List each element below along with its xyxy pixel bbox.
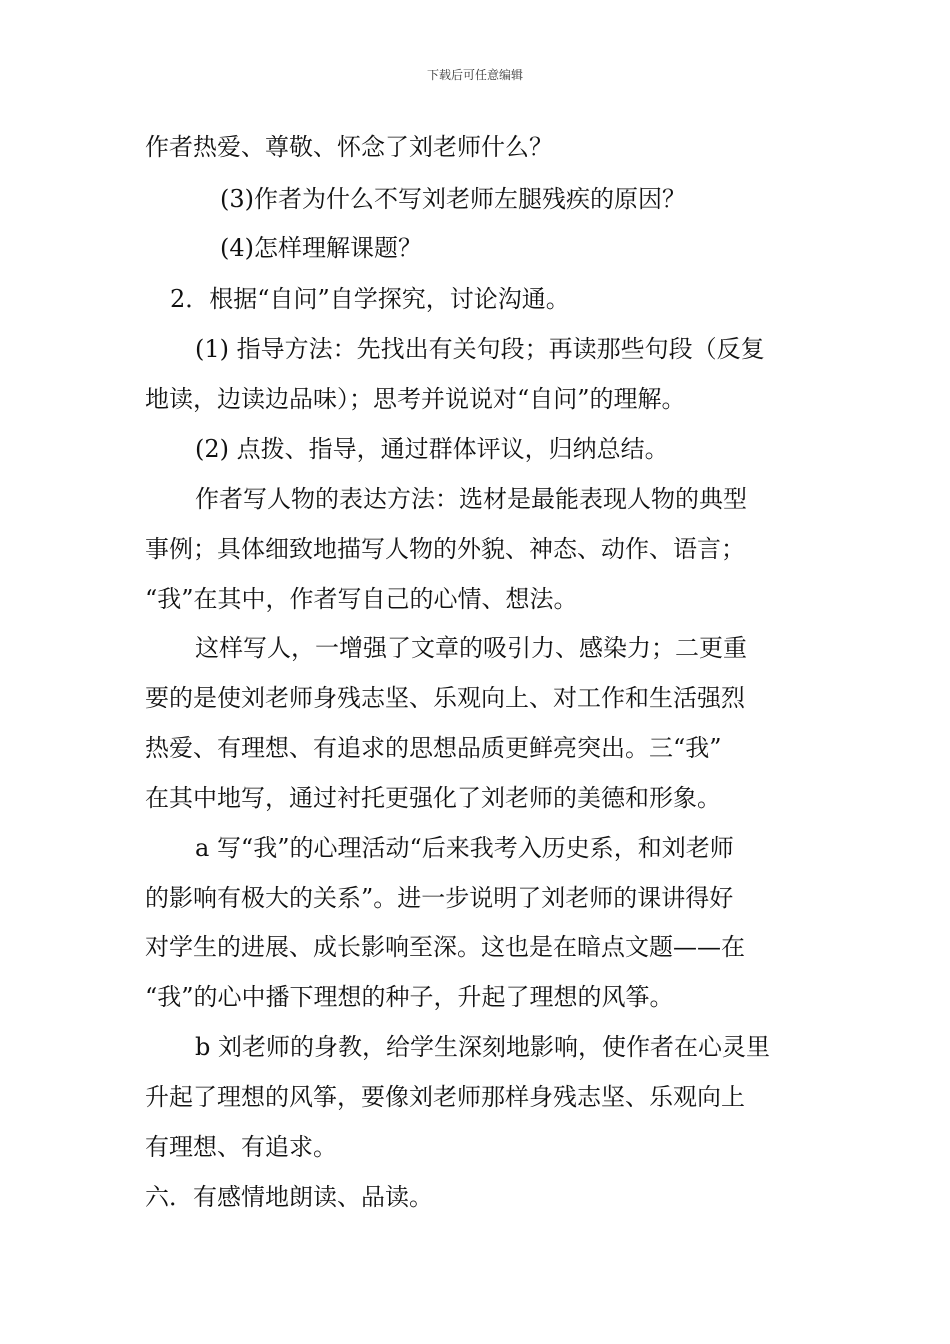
text-line: “我”的心中播下理想的种子，升起了理想的风筝。	[145, 983, 674, 1011]
text-line: 作者热爱、尊敬、怀念了刘老师什么？	[145, 133, 553, 161]
page-header: 下载后可任意编辑	[426, 68, 523, 82]
text-line: “我”在其中，作者写自己的心情、想法。	[145, 585, 578, 613]
text-line: 升起了理想的风筝，要像刘老师那样身残志坚、乐观向上	[145, 1083, 745, 1111]
text-line: 的影响有极大的关系”。进一步说明了刘老师的课讲得好	[145, 884, 734, 912]
text-line: 2．根据“自问”自学探究，讨论沟通。	[170, 285, 570, 313]
text-line: 热爱、有理想、有追求的思想品质更鲜亮突出。三“我”	[145, 734, 722, 762]
text-line: 地读，边读边品味）；思考并说说对“自问”的理解。	[145, 385, 686, 413]
text-line: 在其中地写，通过衬托更强化了刘老师的美德和形象。	[145, 784, 721, 812]
text-line: 有理想、有追求。	[145, 1133, 337, 1161]
text-line: a 写“我”的心理活动“后来我考入历史系，和刘老师	[195, 834, 734, 862]
text-line: (1) 指导方法：先找出有关句段；再读那些句段（反复	[195, 335, 765, 363]
text-line: 六．有感情地朗读、品读。	[145, 1183, 433, 1211]
text-line: 要的是使刘老师身残志坚、乐观向上、对工作和生活强烈	[145, 684, 745, 712]
text-line: 对学生的进展、成长影响至深。这也是在暗点文题——在	[145, 933, 745, 961]
text-line: (3)作者为什么不写刘老师左腿残疾的原因？	[220, 185, 686, 213]
text-line: (2) 点拨、指导，通过群体评议，归纳总结。	[195, 435, 669, 463]
text-line: b 刘老师的身教，给学生深刻地影响，使作者在心灵里	[195, 1033, 770, 1061]
text-line: 这样写人，一增强了文章的吸引力、感染力；二更重	[195, 634, 747, 662]
text-line: 事例；具体细致地描写人物的外貌、神态、动作、语言；	[145, 535, 745, 563]
text-line: (4)怎样理解课题？	[220, 234, 422, 262]
text-line: 作者写人物的表达方法：选材是最能表现人物的典型	[195, 485, 747, 513]
